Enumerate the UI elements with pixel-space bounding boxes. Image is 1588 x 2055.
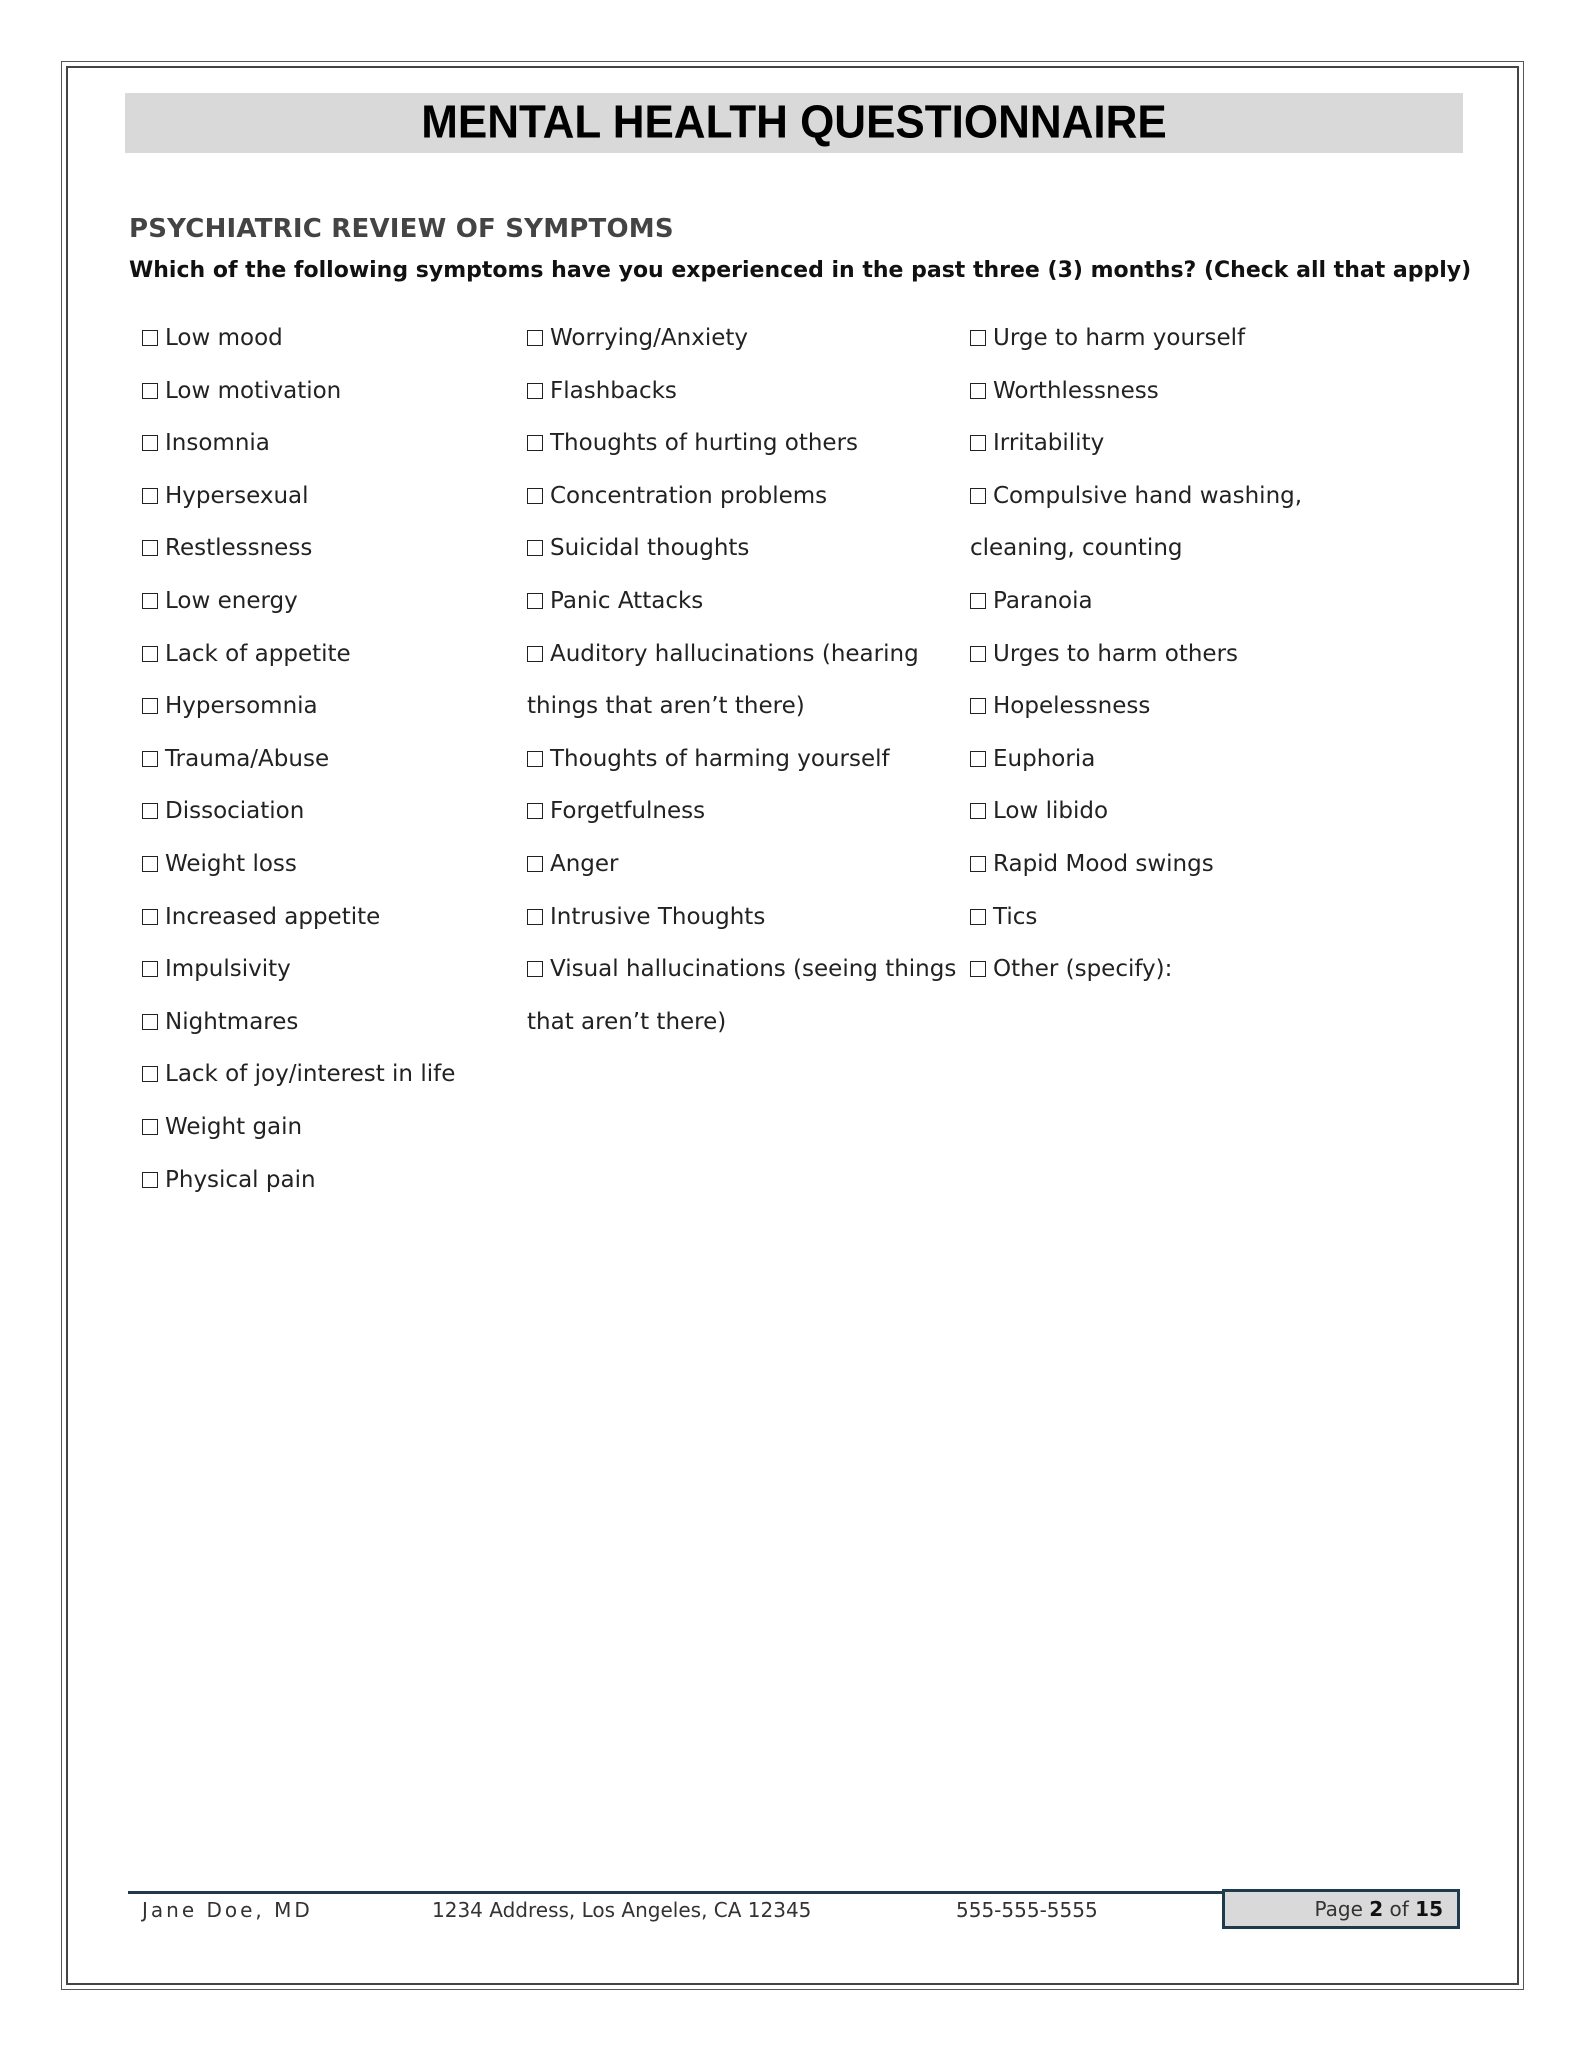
symptom-item[interactable]	[970, 365, 1410, 418]
symptom-item[interactable]	[142, 628, 502, 681]
symptom-label: Impulsivity	[165, 956, 291, 983]
symptom-label: Weight loss	[165, 850, 297, 877]
checkbox[interactable]	[142, 961, 158, 977]
checkbox[interactable]	[527, 646, 543, 662]
checkbox[interactable]	[970, 488, 986, 504]
symptom-label: Compulsive hand washing, cleaning, counting	[970, 482, 1303, 562]
symptom-item[interactable]	[527, 628, 957, 733]
symptom-label: Auditory hallucinations (hearing things that aren’t there)	[527, 640, 919, 720]
symptom-item[interactable]	[142, 996, 502, 1049]
page-of-label: of	[1389, 1897, 1409, 1921]
page-number: 2	[1369, 1897, 1384, 1921]
symptom-item[interactable]	[527, 575, 957, 628]
symptom-label: Anger	[550, 850, 619, 877]
checkbox[interactable]	[142, 1014, 158, 1030]
symptom-label: Insomnia	[165, 430, 270, 457]
symptom-item[interactable]	[527, 312, 957, 365]
symptom-label: Urge to harm yourself	[993, 325, 1246, 351]
symptoms-column-3	[970, 312, 1410, 996]
checkbox[interactable]	[970, 856, 986, 872]
symptom-item[interactable]	[527, 785, 957, 838]
symptom-item[interactable]	[142, 365, 502, 418]
symptom-item[interactable]	[527, 522, 957, 575]
symptom-item[interactable]	[527, 417, 957, 470]
checkbox[interactable]	[142, 856, 158, 872]
symptom-item[interactable]	[527, 470, 957, 523]
checkbox[interactable]	[142, 803, 158, 819]
checkbox[interactable]	[142, 1066, 158, 1082]
symptom-label: Worthlessness	[993, 377, 1159, 404]
footer-divider	[128, 1891, 1223, 1894]
footer-phone: 555-555-5555	[956, 1898, 1098, 1922]
section-heading: PSYCHIATRIC REVIEW OF SYMPTOMS	[129, 214, 674, 244]
symptom-label: Low motivation	[165, 377, 342, 404]
symptom-label: Thoughts of hurting others	[550, 430, 859, 457]
symptom-label: Suicidal thoughts	[550, 535, 750, 562]
symptom-label: Concentration problems	[550, 482, 828, 509]
page-total: 15	[1415, 1897, 1443, 1921]
symptom-label: Hopelessness	[993, 693, 1151, 720]
symptom-item[interactable]	[527, 838, 957, 891]
symptom-item[interactable]	[142, 733, 502, 786]
symptom-item[interactable]	[142, 522, 502, 575]
symptom-label: Visual hallucinations (seeing things that aren’t there)	[527, 956, 957, 1035]
checkbox[interactable]	[970, 593, 986, 609]
question-text: Which of the following symptoms have you experienced in the past three (3) months? (Check all that apply)	[129, 258, 1472, 283]
symptoms-column-2	[527, 312, 957, 1048]
symptom-item[interactable]	[142, 943, 502, 996]
symptom-item[interactable]	[527, 365, 957, 418]
checkbox[interactable]	[527, 751, 543, 767]
symptom-label: Thoughts of harming yourself	[550, 745, 890, 772]
page-title: MENTAL HEALTH QUESTIONNAIRE	[421, 96, 1167, 149]
symptom-item[interactable]	[142, 312, 502, 365]
checkbox[interactable]	[970, 961, 986, 977]
symptom-item[interactable]	[142, 785, 502, 838]
checkbox[interactable]	[970, 646, 986, 662]
symptom-item[interactable]	[970, 943, 1410, 996]
symptom-label: Rapid Mood swings	[993, 850, 1214, 877]
symptom-label: Other (specify):	[993, 956, 1173, 983]
checkbox[interactable]	[527, 383, 543, 399]
symptom-label: Nightmares	[165, 1008, 299, 1035]
checkbox[interactable]	[142, 751, 158, 767]
symptom-item[interactable]	[142, 891, 502, 944]
symptom-item[interactable]	[970, 470, 1410, 575]
symptom-item[interactable]	[527, 733, 957, 786]
symptom-label: Weight gain	[165, 1113, 303, 1140]
checkbox[interactable]	[142, 909, 158, 925]
checkbox[interactable]	[527, 330, 543, 346]
symptom-item[interactable]	[142, 680, 502, 733]
checkbox[interactable]	[527, 540, 543, 556]
checkbox[interactable]	[527, 856, 543, 872]
symptom-label: Paranoia	[993, 587, 1093, 614]
symptom-label: Urges to harm others	[993, 640, 1239, 667]
symptom-label: Forgetfulness	[550, 798, 706, 825]
symptom-item[interactable]	[970, 417, 1410, 470]
checkbox[interactable]	[970, 698, 986, 714]
symptom-label: Lack of appetite	[165, 640, 351, 667]
checkbox[interactable]	[142, 1119, 158, 1135]
symptom-item[interactable]	[970, 838, 1410, 891]
symptom-item[interactable]	[142, 838, 502, 891]
symptom-label: Hypersexual	[165, 482, 309, 509]
symptom-label: Restlessness	[165, 535, 313, 562]
page-number-box	[1222, 1889, 1460, 1929]
footer-name: Jane Doe, MD	[142, 1898, 313, 1922]
checkbox[interactable]	[970, 383, 986, 399]
symptom-label: Intrusive Thoughts	[550, 903, 766, 930]
symptom-label: Low energy	[165, 587, 298, 614]
symptom-item[interactable]	[142, 470, 502, 523]
symptom-item[interactable]	[970, 575, 1410, 628]
symptom-item[interactable]	[970, 312, 1410, 365]
checkbox[interactable]	[142, 698, 158, 714]
checkbox[interactable]	[142, 330, 158, 346]
symptom-label: Physical pain	[165, 1166, 316, 1193]
symptom-item[interactable]	[142, 417, 502, 470]
symptom-item[interactable]	[142, 1101, 502, 1154]
checkbox[interactable]	[142, 435, 158, 451]
footer-address: 1234 Address, Los Angeles, CA 12345	[432, 1898, 812, 1922]
checkbox[interactable]	[142, 646, 158, 662]
checkbox[interactable]	[970, 803, 986, 819]
symptom-label: Low libido	[993, 798, 1109, 825]
checkbox[interactable]	[527, 961, 543, 977]
symptoms-column-1	[142, 312, 502, 1206]
symptom-label: Panic Attacks	[550, 587, 704, 614]
symptom-label: Dissociation	[165, 798, 305, 825]
checkbox[interactable]	[970, 435, 986, 451]
checkbox[interactable]	[527, 488, 543, 504]
symptom-item[interactable]	[142, 575, 502, 628]
symptom-label: Trauma/Abuse	[165, 745, 330, 772]
checkbox[interactable]	[970, 751, 986, 767]
checkbox[interactable]	[527, 909, 543, 925]
checkbox[interactable]	[142, 540, 158, 556]
checkbox[interactable]	[970, 909, 986, 925]
symptom-label: Low mood	[165, 325, 283, 351]
symptom-item[interactable]	[970, 733, 1410, 786]
symptom-label: Euphoria	[993, 745, 1096, 772]
symptom-label: Lack of joy/interest in life	[165, 1061, 456, 1088]
symptom-item[interactable]	[970, 891, 1410, 944]
title-bar	[125, 93, 1463, 153]
symptom-item[interactable]	[527, 943, 957, 1048]
checkbox[interactable]	[527, 803, 543, 819]
symptom-item[interactable]	[142, 1154, 502, 1207]
symptom-label: Hypersomnia	[165, 693, 318, 720]
checkbox[interactable]	[970, 330, 986, 346]
symptom-item[interactable]	[527, 891, 957, 944]
symptom-item[interactable]	[970, 680, 1410, 733]
symptom-label: Irritability	[993, 430, 1105, 457]
checkbox[interactable]	[142, 1172, 158, 1188]
checkbox[interactable]	[527, 593, 543, 609]
symptom-label: Flashbacks	[550, 377, 677, 404]
symptom-label: Worrying/Anxiety	[550, 325, 748, 351]
checkbox[interactable]	[527, 435, 543, 451]
checkbox[interactable]	[142, 383, 158, 399]
symptom-item[interactable]	[970, 785, 1410, 838]
page-label: Page	[1314, 1897, 1363, 1921]
symptom-item[interactable]	[970, 628, 1410, 681]
checkbox[interactable]	[142, 488, 158, 504]
symptom-label: Increased appetite	[165, 903, 381, 930]
symptom-label: Tics	[993, 903, 1038, 930]
checkbox[interactable]	[142, 593, 158, 609]
symptom-item[interactable]	[142, 1048, 502, 1101]
